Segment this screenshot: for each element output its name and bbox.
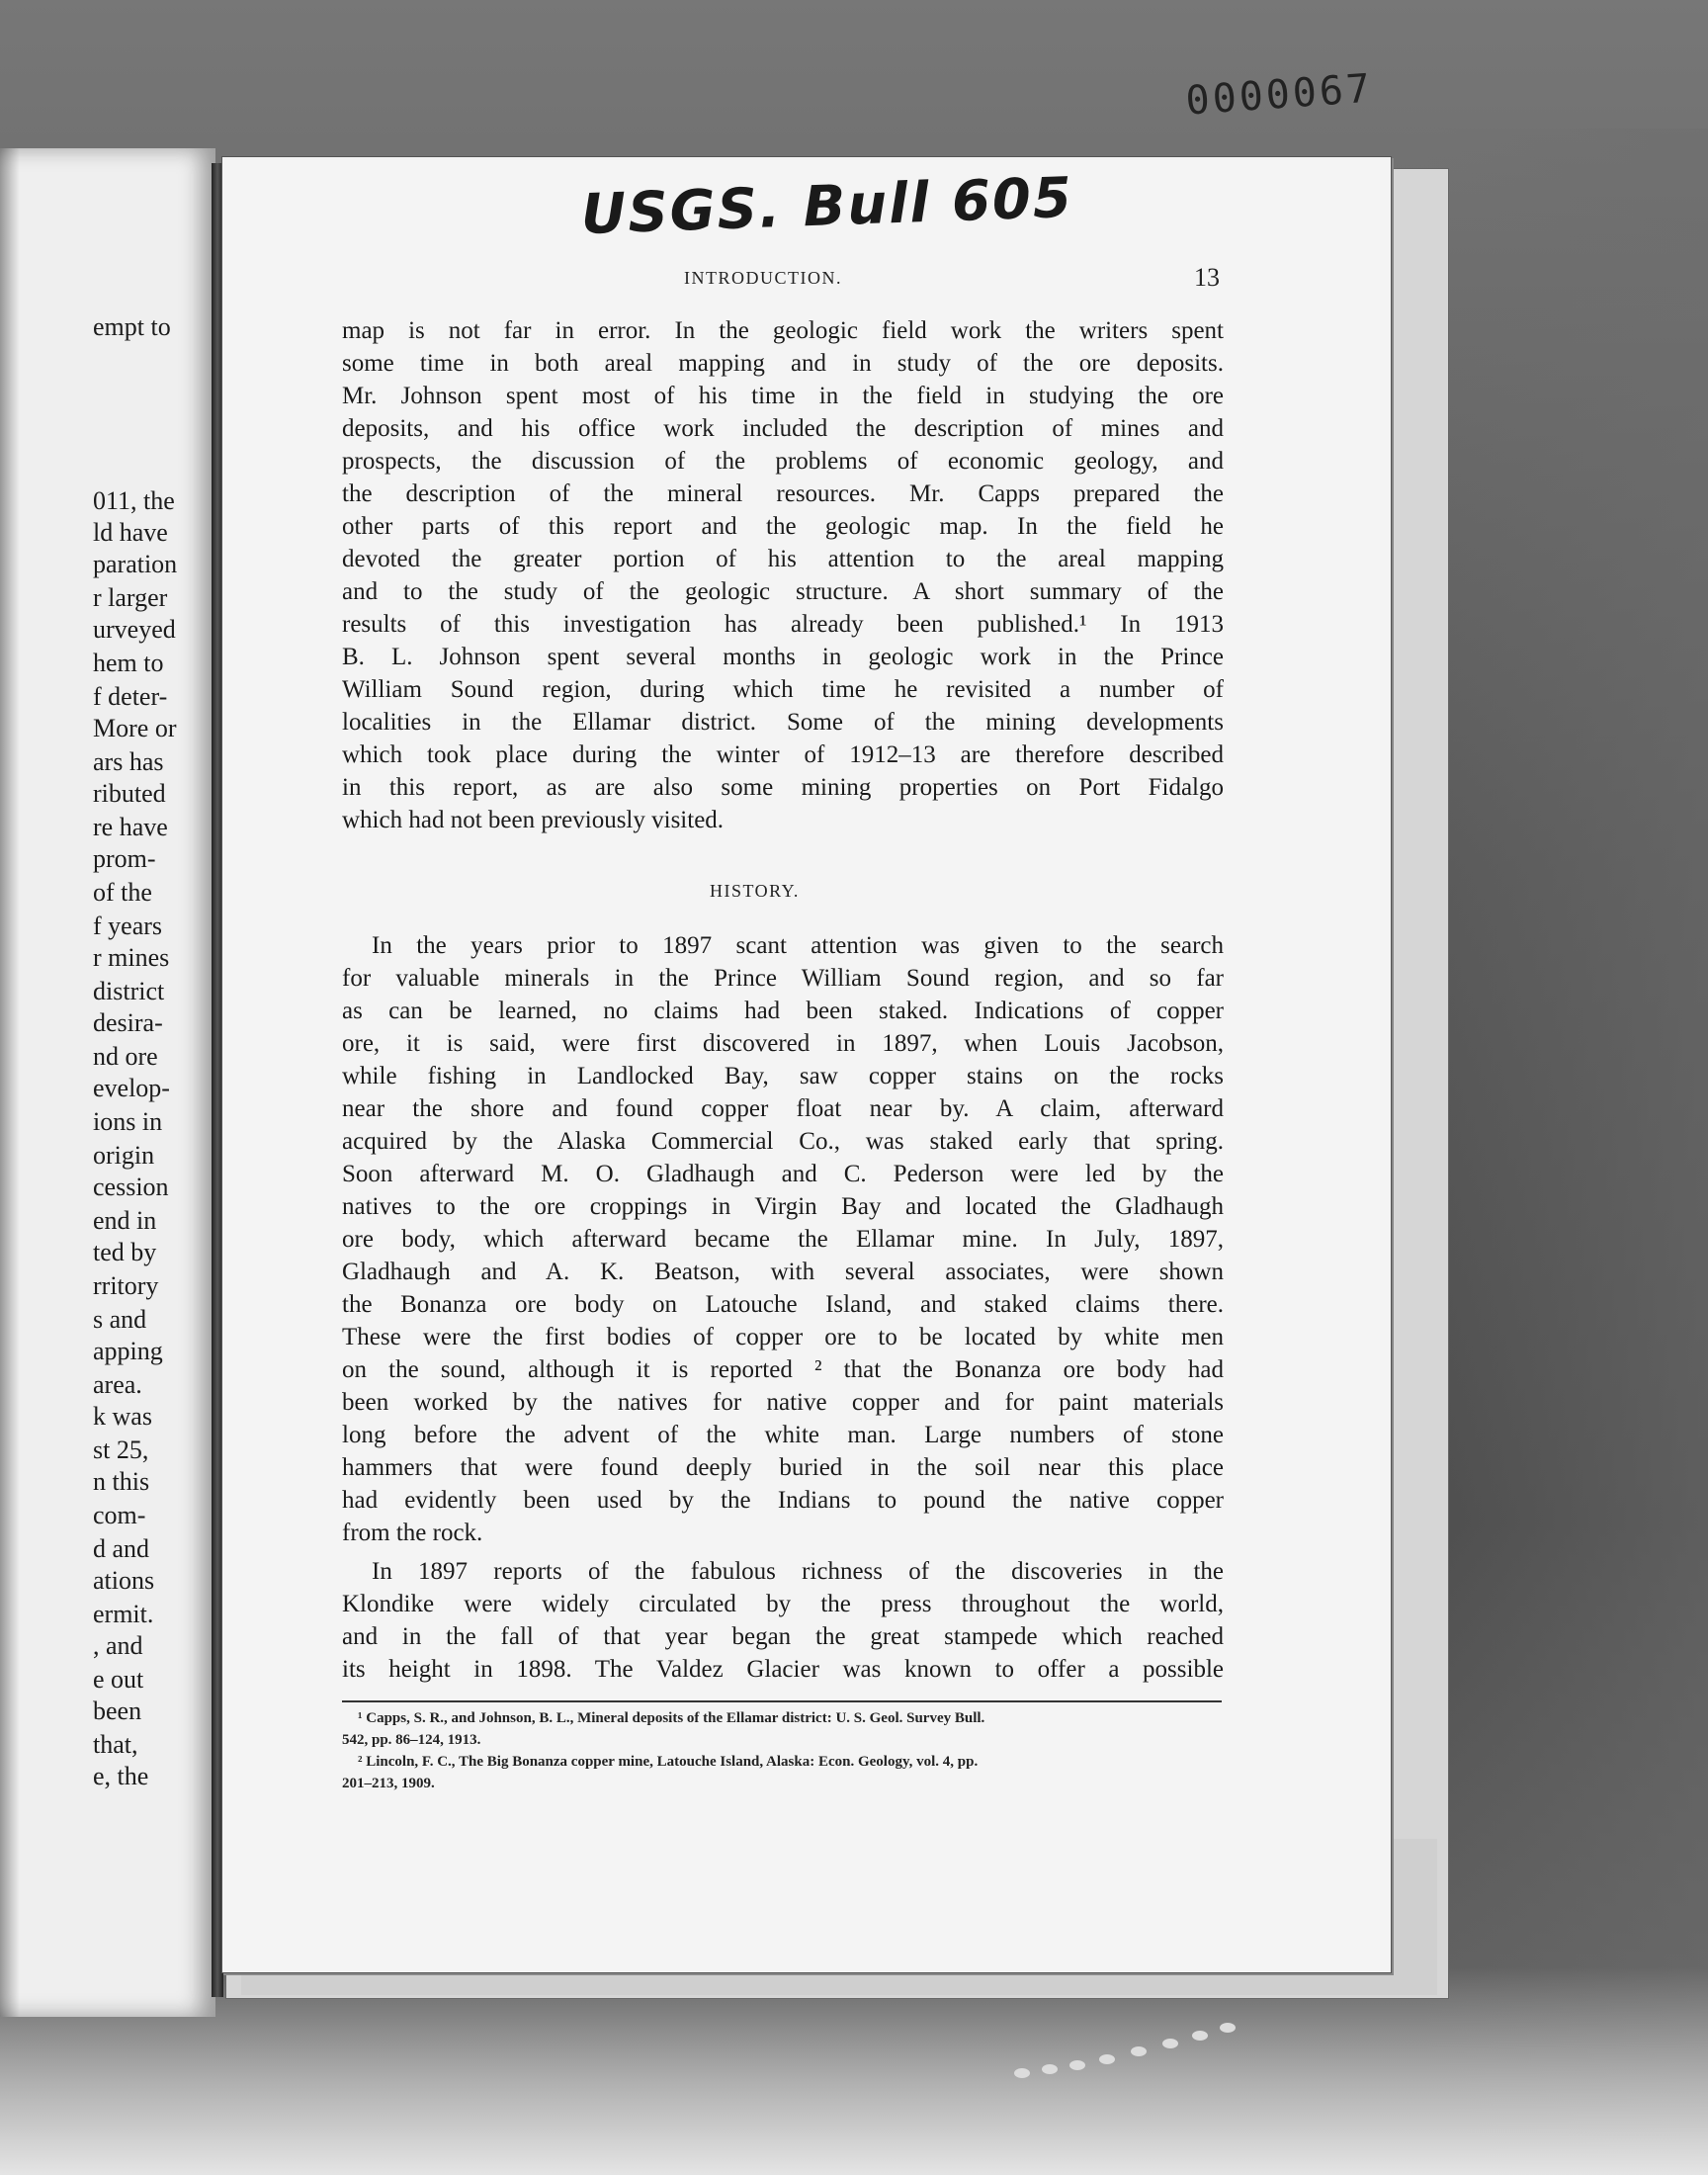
text-line: natives to the ore croppings in Virgin Bay and located the Gladhaugh: [342, 1193, 1224, 1220]
previous-page-line: empt to: [93, 312, 171, 341]
text-line: Soon afterward M. O. Gladhaugh and C. Pederson were led by the: [342, 1161, 1224, 1187]
footnote-line: 201–213, 1909.: [342, 1776, 435, 1791]
previous-page-line: f deter-: [93, 682, 168, 711]
history-paragraph-2: [342, 1555, 1224, 1686]
text-line: These were the first bodies of copper ore to be located by white men: [342, 1324, 1224, 1350]
previous-page-line: been: [93, 1696, 142, 1725]
previous-page-line: ributed: [93, 779, 166, 808]
text-line: In 1897 reports of the fabulous richness of the discoveries in the: [372, 1558, 1224, 1585]
text-line: had evidently been used by the Indians to pound the native copper: [342, 1487, 1224, 1514]
text-line: Klondike were widely circulated by the press throughout the world,: [342, 1591, 1224, 1617]
footnote-rule: [342, 1700, 1222, 1702]
intro-paragraph: [342, 314, 1224, 836]
previous-page-line: r larger: [93, 583, 168, 612]
section-heading-history: HISTORY.: [710, 881, 800, 901]
page-number: 13: [1194, 263, 1220, 292]
history-paragraph: [342, 929, 1224, 1549]
previous-page-line: com-: [93, 1501, 146, 1529]
text-line: and in the fall of that year began the great stampede which reached: [342, 1623, 1224, 1650]
previous-page-line: s and: [93, 1305, 147, 1334]
footnotes: [342, 1707, 1224, 1794]
text-line: B. L. Johnson spent several months in geologic work in the Prince: [342, 644, 1224, 670]
previous-page-line: urveyed: [93, 615, 176, 644]
previous-page-line: evelop-: [93, 1074, 170, 1102]
previous-page-line: e out: [93, 1665, 144, 1694]
text-line: William Sound region, during which time he revisited a number of: [342, 676, 1224, 703]
previous-page-line: 011, the: [93, 486, 175, 515]
previous-page-line: cession: [93, 1173, 169, 1201]
stamp-number: 0000067: [1184, 65, 1375, 125]
text-line: the Bonanza ore body on Latouche Island, and staked claims there.: [342, 1291, 1224, 1318]
previous-page-line: st 25,: [93, 1436, 149, 1464]
text-line: for valuable minerals in the Prince William Sound region, and so far: [342, 965, 1224, 992]
text-line: some time in both areal mapping and in study of the ore deposits.: [342, 350, 1224, 377]
text-line: other parts of this report and the geologic map. In the field he: [342, 513, 1224, 540]
previous-page-line: that,: [93, 1730, 138, 1759]
scan-shadow: [1423, 129, 1708, 2175]
previous-page-line: district: [93, 977, 165, 1005]
text-line: while fishing in Landlocked Bay, saw copper stains on the rocks: [342, 1063, 1224, 1089]
previous-page-line: ations: [93, 1566, 155, 1595]
text-line: near the shore and found copper float near by. A claim, afterward: [342, 1095, 1224, 1122]
text-line: localities in the Ellamar district. Some of the mining developments: [342, 709, 1224, 736]
text-line: deposits, and his office work included the description of mines and: [342, 415, 1224, 442]
previous-page-line: n this: [93, 1467, 150, 1496]
text-line: on the sound, although it is reported ² that the Bonanza ore body had: [342, 1356, 1224, 1383]
text-line: Mr. Johnson spent most of his time in the field in studying the ore: [342, 383, 1224, 409]
previous-page-line: k was: [93, 1402, 152, 1431]
previous-page-line: e, the: [93, 1762, 149, 1790]
previous-page-line: ars has: [93, 747, 164, 776]
text-line: acquired by the Alaska Commercial Co., was staked early that spring.: [342, 1128, 1224, 1155]
text-line: ore body, which afterward became the Ellamar mine. In July, 1897,: [342, 1226, 1224, 1253]
running-head: INTRODUCTION.: [684, 268, 842, 288]
previous-page-line: desira-: [93, 1008, 163, 1037]
scan-artifact: [1008, 2017, 1245, 2096]
previous-page-line: nd ore: [93, 1042, 158, 1071]
previous-page-line: r mines: [93, 943, 170, 972]
text-line: and to the study of the geologic structure. A short summary of the: [342, 578, 1224, 605]
text-line: long before the advent of the white man. Large numbers of stone: [342, 1422, 1224, 1448]
previous-page-line: ld have: [93, 518, 168, 547]
previous-page-line: More or: [93, 714, 177, 742]
previous-page-line: re have: [93, 813, 168, 841]
text-line: map is not far in error. In the geologic field work the writers spent: [342, 317, 1224, 344]
text-line: the description of the mineral resources. Mr. Capps prepared the: [342, 480, 1224, 507]
text-line: ore, it is said, were first discovered in 1897, when Louis Jacobson,: [342, 1030, 1224, 1057]
previous-page: [0, 148, 215, 2017]
previous-page-line: rritory: [93, 1271, 159, 1300]
text-line: its height in 1898. The Valdez Glacier was known to offer a possible: [342, 1656, 1224, 1683]
previous-page-line: hem to: [93, 649, 164, 677]
previous-page-line: of the: [93, 878, 152, 907]
page-curl-shadow: [0, 148, 20, 2017]
text-line: from the rock.: [342, 1520, 483, 1546]
text-line: hammers that were found deeply buried in the soil near this place: [342, 1454, 1224, 1481]
previous-page-line: ions in: [93, 1107, 163, 1136]
handwritten-note: USGS. Bull 605: [579, 165, 1074, 248]
previous-page-line: d and: [93, 1534, 150, 1563]
previous-page-line: , and: [93, 1631, 143, 1660]
text-line: as can be learned, no claims had been staked. Indications of copper: [342, 998, 1224, 1024]
previous-page-line: ermit.: [93, 1600, 154, 1628]
footnote-line: ¹ Capps, S. R., and Johnson, B. L., Mineral deposits of the Ellamar district: U. S. Geol. Survey Bull.: [358, 1710, 985, 1726]
text-line: Gladhaugh and A. K. Beatson, with several associates, were shown: [342, 1259, 1224, 1285]
previous-page-line: end in: [93, 1206, 157, 1235]
text-line: in this report, as are also some mining properties on Port Fidalgo: [342, 774, 1224, 801]
previous-page-line: f years: [93, 912, 163, 940]
text-line: devoted the greater portion of his attention to the areal mapping: [342, 546, 1224, 572]
previous-page-line: origin: [93, 1141, 155, 1170]
text-line: been worked by the natives for native copper and for paint materials: [342, 1389, 1224, 1416]
text-line: In the years prior to 1897 scant attention was given to the search: [372, 932, 1224, 959]
previous-page-line: apping: [93, 1337, 163, 1365]
footnote-line: ² Lincoln, F. C., The Big Bonanza copper mine, Latouche Island, Alaska: Econ. Geology, vol. 4, pp.: [358, 1754, 979, 1770]
previous-page-line: area.: [93, 1370, 142, 1399]
previous-page-line: ted by: [93, 1238, 157, 1266]
text-line: results of this investigation has already been published.¹ In 1913: [342, 611, 1224, 638]
text-line: which had not been previously visited.: [342, 807, 725, 833]
previous-page-line: prom-: [93, 844, 156, 873]
footnote-line: 542, pp. 86–124, 1913.: [342, 1732, 481, 1748]
text-line: which took place during the winter of 1912–13 are therefore described: [342, 741, 1224, 768]
previous-page-line: paration: [93, 550, 178, 578]
text-line: prospects, the discussion of the problems of economic geology, and: [342, 448, 1224, 475]
